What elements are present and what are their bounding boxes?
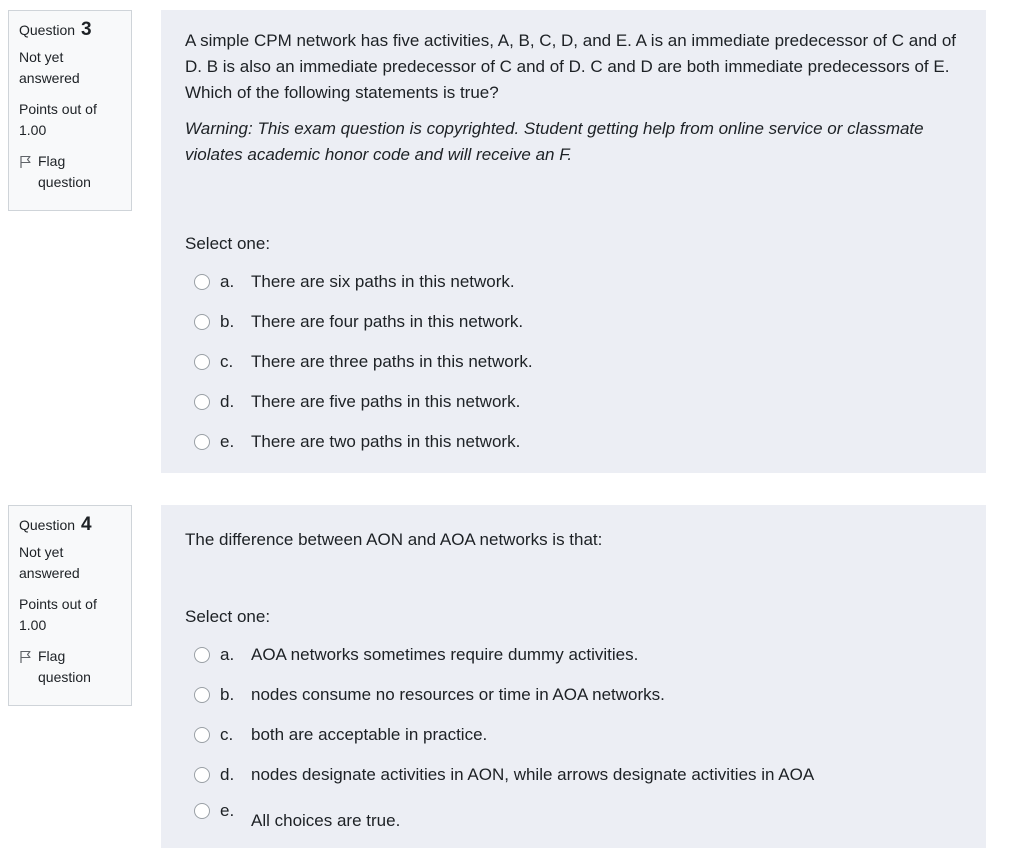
question-info-3 [8, 10, 132, 211]
answer-option-a[interactable]: a. There are six paths in this network. [185, 262, 962, 302]
radio-button[interactable] [194, 647, 210, 663]
question-info-4 [8, 505, 132, 706]
question-content-3 [161, 10, 986, 473]
radio-button[interactable] [194, 803, 210, 819]
answer-option-a[interactable]: a. AOA networks sometimes require dummy activities. [185, 635, 962, 675]
select-one-prompt: Select one: [185, 234, 271, 253]
flag-question-button[interactable] [19, 646, 121, 688]
question-grade: Points out of 1.00 [19, 101, 97, 138]
flag-icon [19, 650, 33, 664]
question-text: The difference between AON and AOA networks is that: [185, 530, 603, 549]
answer-option-e[interactable]: e. There are two paths in this network. [185, 422, 962, 462]
question-number: Question 4 [19, 514, 92, 535]
select-one-prompt: Select one: [185, 607, 271, 626]
question-state: Not yet answered [19, 544, 80, 581]
radio-button[interactable] [194, 314, 210, 330]
answer-option-c[interactable]: c. both are acceptable in practice. [185, 715, 962, 755]
radio-button[interactable] [194, 687, 210, 703]
radio-button[interactable] [194, 394, 210, 410]
answer-option-e[interactable]: e. All choices are true. [185, 795, 962, 841]
answer-option-c[interactable]: c. There are three paths in this network. [185, 342, 962, 382]
question-number: Question 3 [19, 19, 92, 40]
radio-button[interactable] [194, 727, 210, 743]
flag-question-label: Flag question [38, 648, 91, 685]
radio-button[interactable] [194, 434, 210, 450]
radio-button[interactable] [194, 274, 210, 290]
flag-question-label: Flag question [38, 153, 91, 190]
flag-question-button[interactable] [19, 151, 121, 193]
flag-icon [19, 155, 33, 169]
copyright-warning: Warning: This exam question is copyrighted. Student getting help from online service or classmate violates academic honor code and will receive an F. [185, 119, 924, 164]
radio-button[interactable] [194, 354, 210, 370]
answer-options [185, 635, 962, 841]
answer-option-d[interactable]: d. nodes designate activities in AON, while arrows designate activities in AOA [185, 755, 962, 795]
question-grade: Points out of 1.00 [19, 596, 97, 633]
answer-option-d[interactable]: d. There are five paths in this network. [185, 382, 962, 422]
answer-options [185, 262, 962, 462]
question-state: Not yet answered [19, 49, 80, 86]
question-text: A simple CPM network has five activities, A, B, C, D, and E. A is an immediate predecessor of C and of D. B is also an immediate predecessor of C and of D. C and D are both immediate predecessors of E. Which of the following statements is true? [185, 31, 957, 102]
answer-option-b[interactable]: b. There are four paths in this network. [185, 302, 962, 342]
question-content-4 [161, 505, 986, 848]
radio-button[interactable] [194, 767, 210, 783]
answer-option-b[interactable]: b. nodes consume no resources or time in AOA networks. [185, 675, 962, 715]
